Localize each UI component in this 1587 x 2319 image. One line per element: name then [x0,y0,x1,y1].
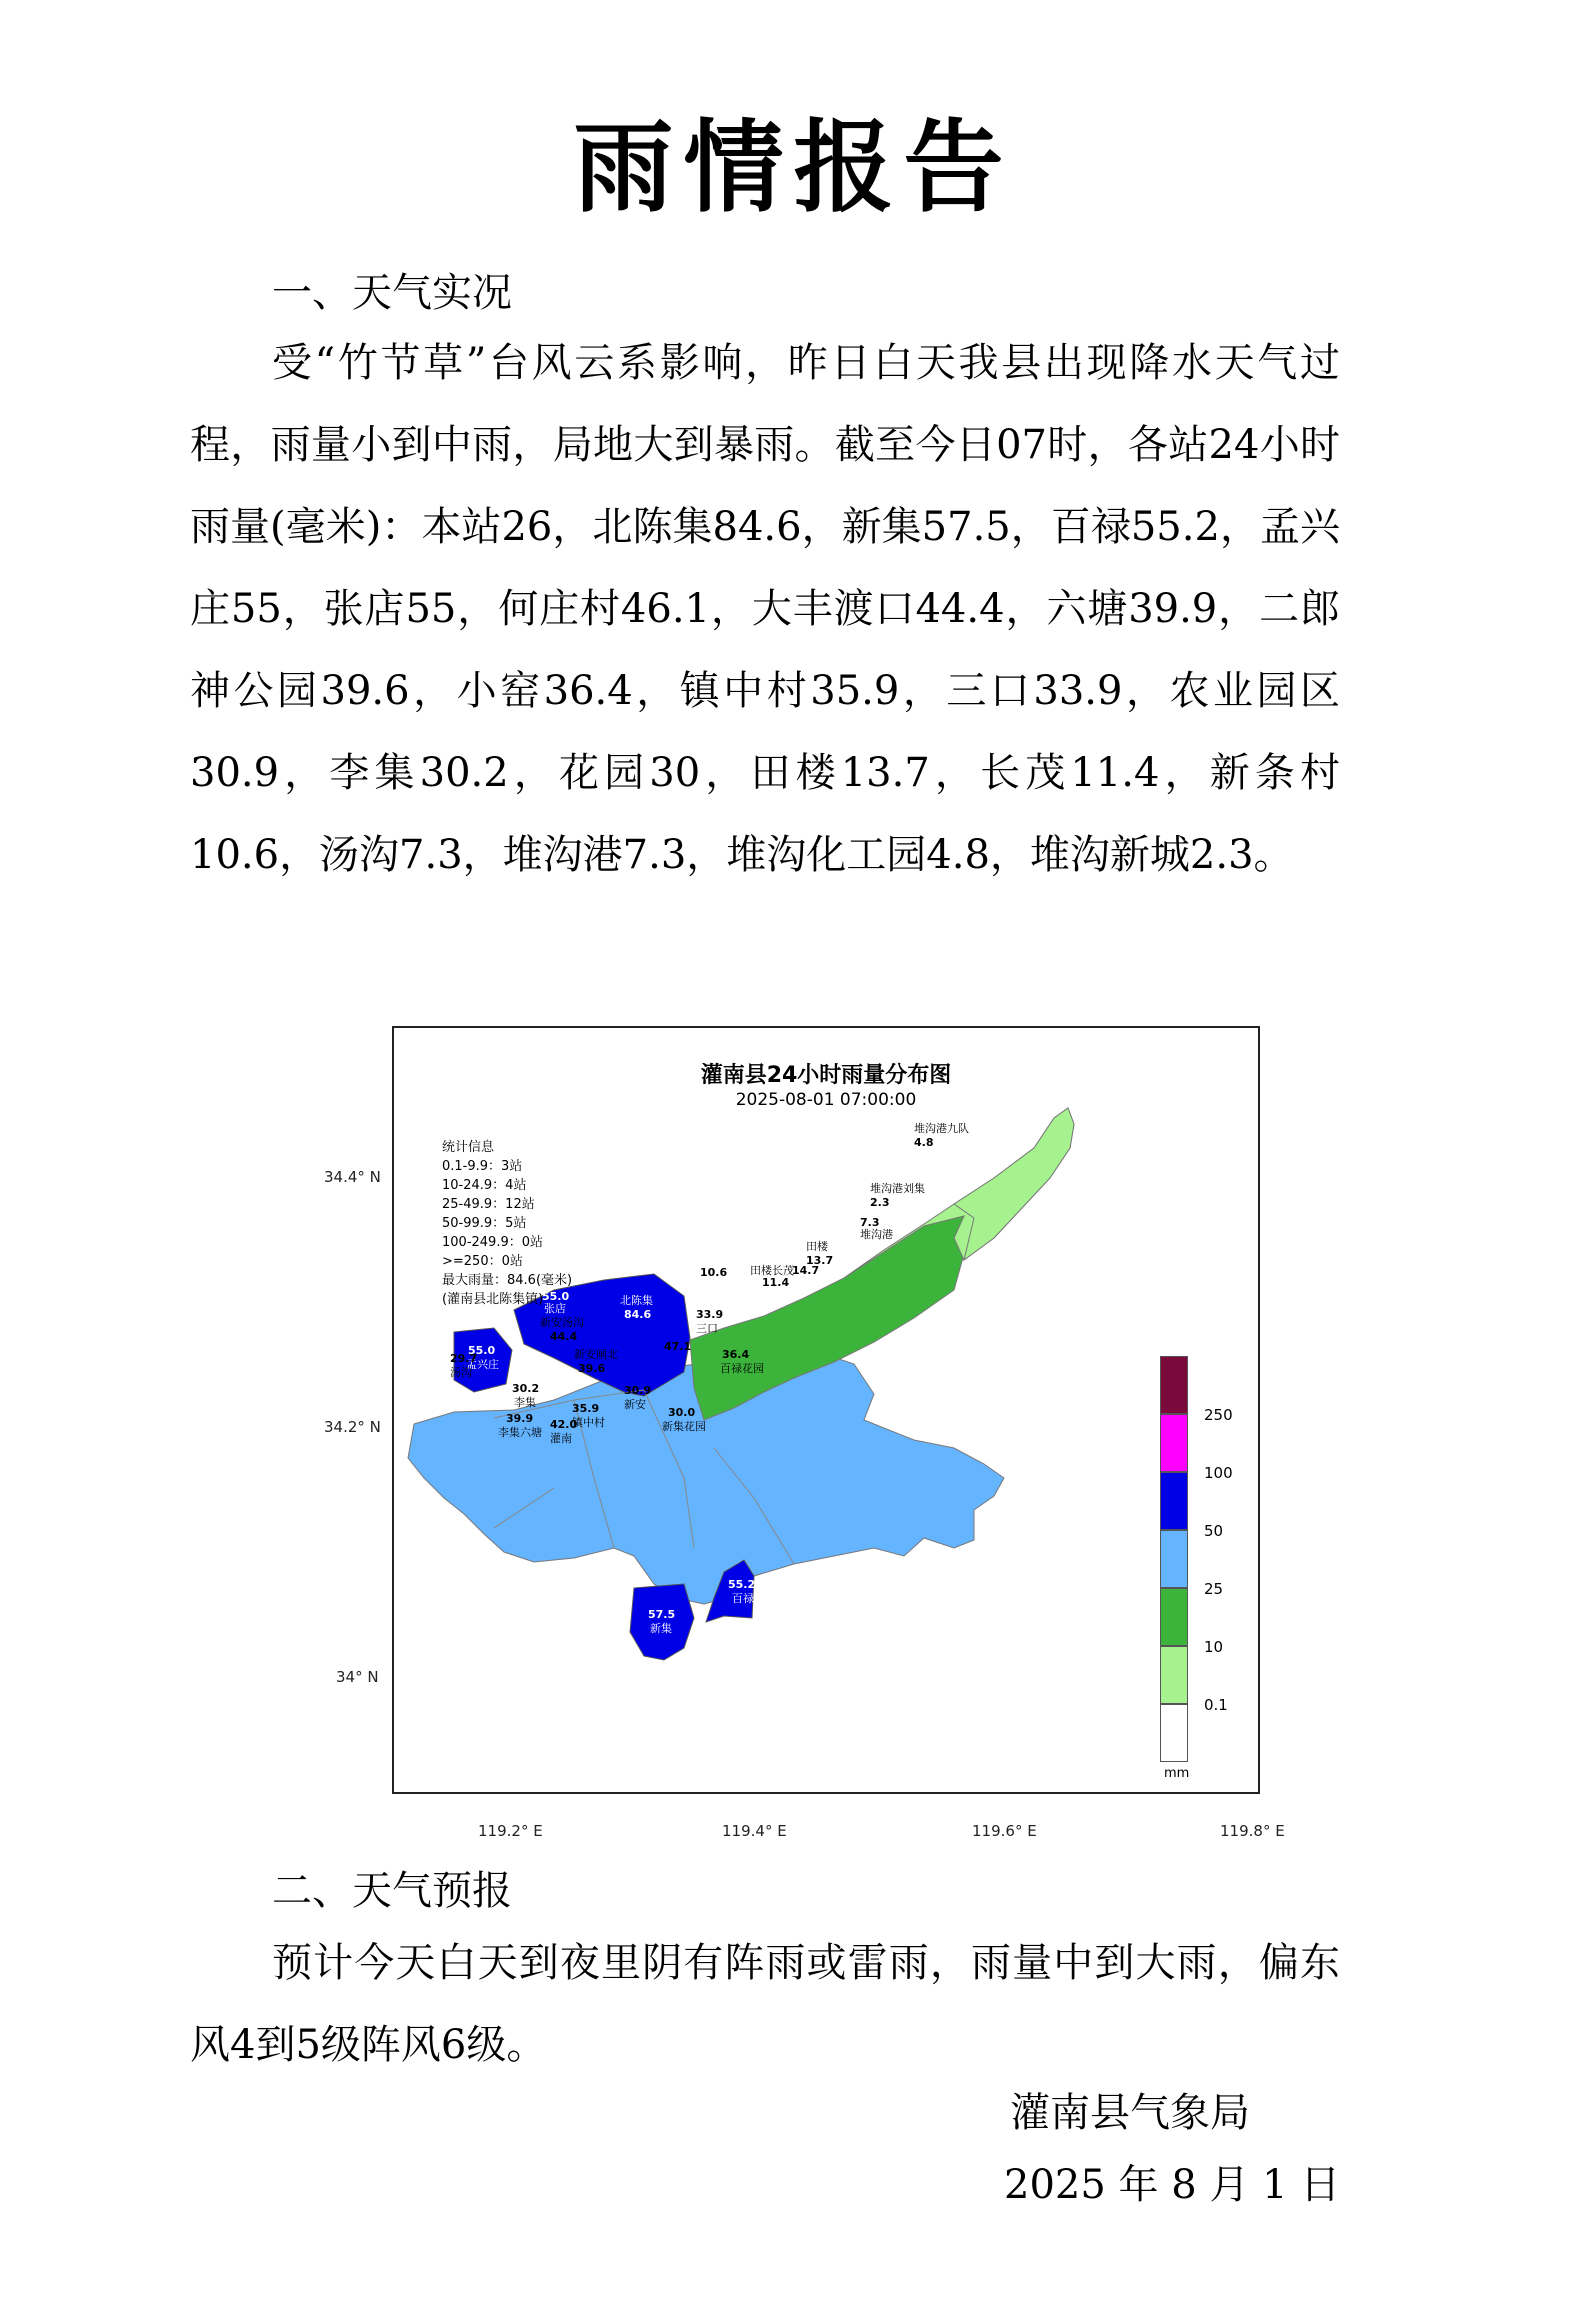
station-name: 孟兴庄 [466,1358,499,1371]
station-value: 30.2 [512,1382,540,1395]
station-value: 39.9 [506,1412,534,1425]
station-value: 55.0 [468,1344,496,1357]
issue-date: 2025 年 8 月 1 日 [1004,2162,1341,2208]
station-value: 30.0 [668,1406,696,1419]
section2-body: 预计今天白天到夜里阴有阵雨或雷雨，雨量中到大雨，偏东风4到5级阵风6级。 [190,1940,1340,2068]
legend-swatch [1160,1704,1188,1762]
legend-colorbar [1160,1356,1188,1762]
lat-tick: 34.2° N [324,1418,381,1436]
station-name: 田楼长茂 [750,1264,794,1277]
legend-label: 25 [1204,1580,1224,1598]
legend-label: 50 [1204,1522,1224,1540]
lon-tick: 119.6° E [972,1822,1037,1840]
stats-line: >=250：0站 [442,1254,523,1269]
station-value: 30.9 [624,1384,652,1397]
station-value: 13.7 [806,1254,834,1267]
map-subtitle: 2025-08-01 07:00:00 [735,1090,917,1110]
legend-unit: mm [1164,1766,1190,1781]
station-name: 百禄 [732,1592,754,1605]
station-name: 三口 [696,1322,718,1335]
lat-tick: 34.4° N [324,1168,381,1186]
legend-swatch [1160,1646,1188,1704]
station-value: 29.7 [450,1352,478,1365]
stats-line: (灌南县北陈集镇) [442,1292,544,1307]
station-value: 7.3 [860,1216,880,1229]
station-name: 新安闸北 [574,1348,618,1361]
stats-line: 50-99.9：5站 [442,1216,527,1231]
station-name: 汤沟 [450,1366,472,1379]
station-name: 张店 [544,1302,566,1315]
station-value: 42.0 [550,1418,578,1431]
legend-label: 250 [1204,1406,1233,1424]
station-name: 北陈集 [620,1294,653,1307]
station-value: 35.9 [572,1402,600,1415]
legend-swatch [1160,1530,1188,1588]
station-value: 44.4 [550,1330,578,1343]
stats-line: 最大雨量：84.6(毫米) [442,1273,573,1288]
legend-swatch [1160,1588,1188,1646]
station-name: 李集六塘 [498,1426,542,1439]
legend-label: 10 [1204,1638,1224,1656]
station-name: 堆沟港 [860,1228,893,1241]
station-value: 84.6 [624,1308,652,1321]
station-name: 镇中村 [572,1416,605,1429]
section1-body: 受“竹节草”台风云系影响，昨日白天我县出现降水天气过程，雨量小到中雨，局地大到暴雨。截至今日07时，各站24小时雨量(毫米)：本站26，北陈集84.6，新集57.5，百禄55.2，孟兴庄55，张店55，何庄村46.1，大丰渡口44.4，六塘39.9，二郎神公园39.6，小窑36.4，镇中村35.9，三口33.9，农业园区30.9，李集30.2，花园30，田楼13.7，长茂11.4，新条村10.6，汤沟7.3，堆沟港7.3，堆沟化工园4.8，堆沟新城2.3。 [190,340,1340,878]
legend-swatch [1160,1472,1188,1530]
legend-label: 100 [1204,1464,1233,1482]
station-name: 堆沟港九队 [914,1122,969,1135]
stats-line: 100-249.9：0站 [442,1235,543,1250]
station-name: 百禄花园 [720,1362,764,1375]
stats-line: 25-49.9：12站 [442,1197,535,1212]
stats-line: 统计信息 [442,1140,495,1155]
station-name: 新安 [624,1398,646,1411]
station-value: 10.6 [700,1266,728,1279]
station-name: 灌南 [550,1432,572,1445]
station-value: 14.7 [792,1264,820,1277]
station-name: 新集 [650,1622,672,1635]
stats-line: 10-24.9：4站 [442,1178,527,1193]
station-value: 39.6 [578,1362,606,1375]
station-value: 57.5 [648,1608,676,1621]
section1-heading: 一、天气实况 [272,270,512,316]
station-name: 堆沟港刘集 [870,1182,925,1195]
station-value: 55.2 [728,1578,756,1591]
station-value: 33.9 [696,1308,724,1321]
stats-box [442,1138,572,1309]
station-name: 新集花园 [662,1420,706,1433]
station-name: 李集 [514,1396,536,1409]
station-value: 4.8 [914,1136,934,1149]
station-value: 2.3 [870,1196,890,1209]
station-value: 47.1 [664,1340,692,1353]
section2-heading: 二、天气预报 [272,1868,512,1914]
legend-swatch [1160,1414,1188,1472]
document-title: 雨情报告 [573,109,1014,226]
station-value: 11.4 [762,1276,790,1289]
lon-tick: 119.2° E [478,1822,543,1840]
lat-tick: 34° N [336,1668,379,1686]
station-name: 新安汤沟 [540,1316,584,1329]
rainfall-map [392,1026,1260,1794]
lon-tick: 119.8° E [1220,1822,1285,1840]
station-value: 55.0 [542,1290,570,1303]
station-value: 36.4 [722,1348,750,1361]
lon-tick: 119.4° E [722,1822,787,1840]
legend-label: 0.1 [1204,1696,1228,1714]
issuer: 灌南县气象局 [1010,2090,1250,2136]
map-title: 灌南县24小时雨量分布图 [700,1063,952,1088]
station-name: 田楼 [806,1240,828,1253]
legend-swatch [1160,1356,1188,1414]
stats-line: 0.1-9.9：3站 [442,1159,523,1174]
